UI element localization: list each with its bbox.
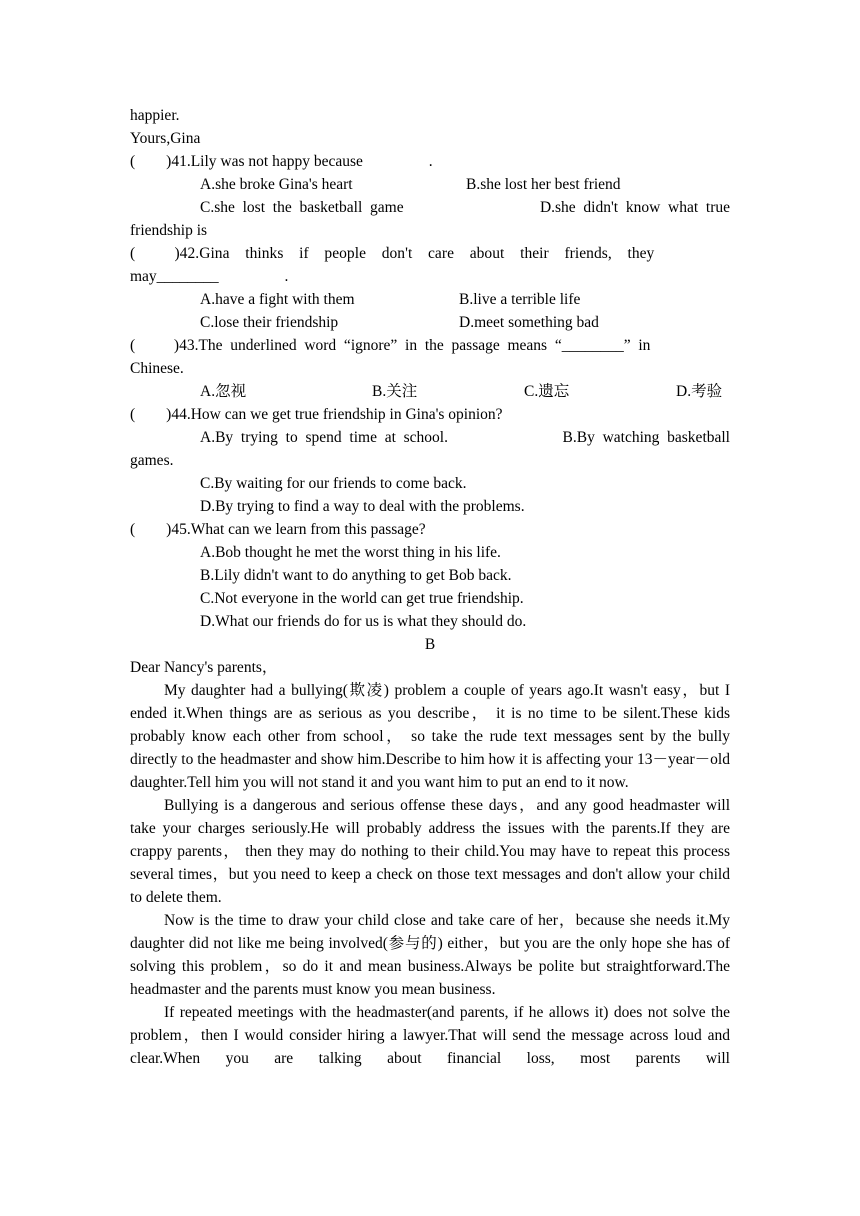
question-45-option-a: A.Bob thought he met the worst thing in his life.	[200, 544, 501, 561]
letter-paragraph-2: Bullying is a dangerous and serious offense these days，and any good headmaster will take your charges seriously.He will probably address the issues with the parents.If they are crappy parents， then they may do nothing to their child.You may have to repeat this process several times，but you need to keep a check on those text messages and don't allow your child to delete them.	[130, 797, 730, 906]
section-b-heading: B	[424, 636, 436, 653]
question-43-option-c: C.遗忘	[524, 383, 570, 400]
question-44-options-row1	[130, 426, 730, 449]
question-41-option-b: B.she lost her best friend	[466, 176, 621, 193]
question-41-stem: ( )41.Lily was not happy because .	[130, 153, 433, 170]
question-43-option-a: A.忽视	[200, 383, 247, 400]
question-42-stem-continued: may________ .	[130, 268, 289, 285]
letter-paragraph-4: If repeated meetings with the headmaster(and parents, if he allows it) does not solve the problem，then I would consider hiring a lawyer.That will send the message across loud and clear.When you are talking about financial loss, most parents will	[130, 1004, 730, 1067]
question-42-stem: ( )42.Gina thinks if people don't care about their friends, they	[130, 245, 655, 262]
question-41-options-row1	[130, 173, 730, 196]
question-41-option-c: C.she lost the basketball game	[200, 199, 404, 216]
letter-closing-line: happier.	[130, 107, 180, 124]
question-42-options-row2	[130, 311, 730, 334]
question-42-option-d: D.meet something bad	[459, 314, 599, 331]
question-41-option-d-continued: friendship is	[130, 222, 208, 239]
question-42-option-b: B.live a terrible life	[459, 291, 581, 308]
letter-paragraph-3: Now is the time to draw your child close and take care of her，because she needs it.My daughter did not like me being involved(参与的) either，but you are the only hope she has of solving this problem，so do it and mean business.Always be polite but straightforward.The headmaster and the parents must know you mean business.	[130, 912, 730, 998]
question-44-stem: ( )44.How can we get true friendship in Gina's opinion?	[130, 406, 503, 423]
question-44-option-d: D.By trying to find a way to deal with the problems.	[200, 498, 525, 515]
question-44-option-c: C.By waiting for our friends to come back.	[200, 475, 467, 492]
question-42-option-c: C.lose their friendship	[200, 314, 339, 331]
question-43-stem: ( )43.The underlined word “ignore” in the passage means “________” in	[130, 337, 651, 354]
question-43-options	[130, 380, 730, 403]
question-43-stem-continued: Chinese.	[130, 360, 184, 377]
question-42-option-a: A.have a fight with them	[200, 291, 355, 308]
letter-salutation: Dear Nancy's parents，	[130, 659, 278, 676]
question-41-option-a: A.she broke Gina's heart	[200, 176, 353, 193]
question-45-option-d: D.What our friends do for us is what they should do.	[200, 613, 527, 630]
question-41-options-row2	[130, 196, 730, 219]
question-43-option-d: D.考验	[676, 383, 723, 400]
question-45-option-b: B.Lily didn't want to do anything to get Bob back.	[200, 567, 512, 584]
document-page	[130, 104, 730, 1070]
letter-signature: Yours,Gina	[130, 130, 201, 147]
question-44-option-b: B.By watching basketball	[562, 429, 730, 446]
question-45-option-c: C.Not everyone in the world can get true friendship.	[200, 590, 524, 607]
question-45-stem: ( )45.What can we learn from this passage?	[130, 521, 426, 538]
question-43-option-b: B.关注	[372, 383, 418, 400]
question-44-option-b-continued: games.	[130, 452, 174, 469]
question-44-option-a: A.By trying to spend time at school.	[200, 429, 448, 446]
question-41-option-d: D.she didn't know what true	[539, 199, 730, 216]
letter-paragraph-1: My daughter had a bullying(欺凌) problem a couple of years ago.It wasn't easy，but I ended it.When things are as serious as you describe， it is no time to be silent.These kids probably know each other from school， so take the rude text messages sent by the bully directly to the headmaster and show him.Describe to him how it is affecting your 13－year－old daughter.Tell him you will not stand it and you want him to put an end to it now.	[130, 682, 730, 791]
question-42-options-row1	[130, 288, 730, 311]
